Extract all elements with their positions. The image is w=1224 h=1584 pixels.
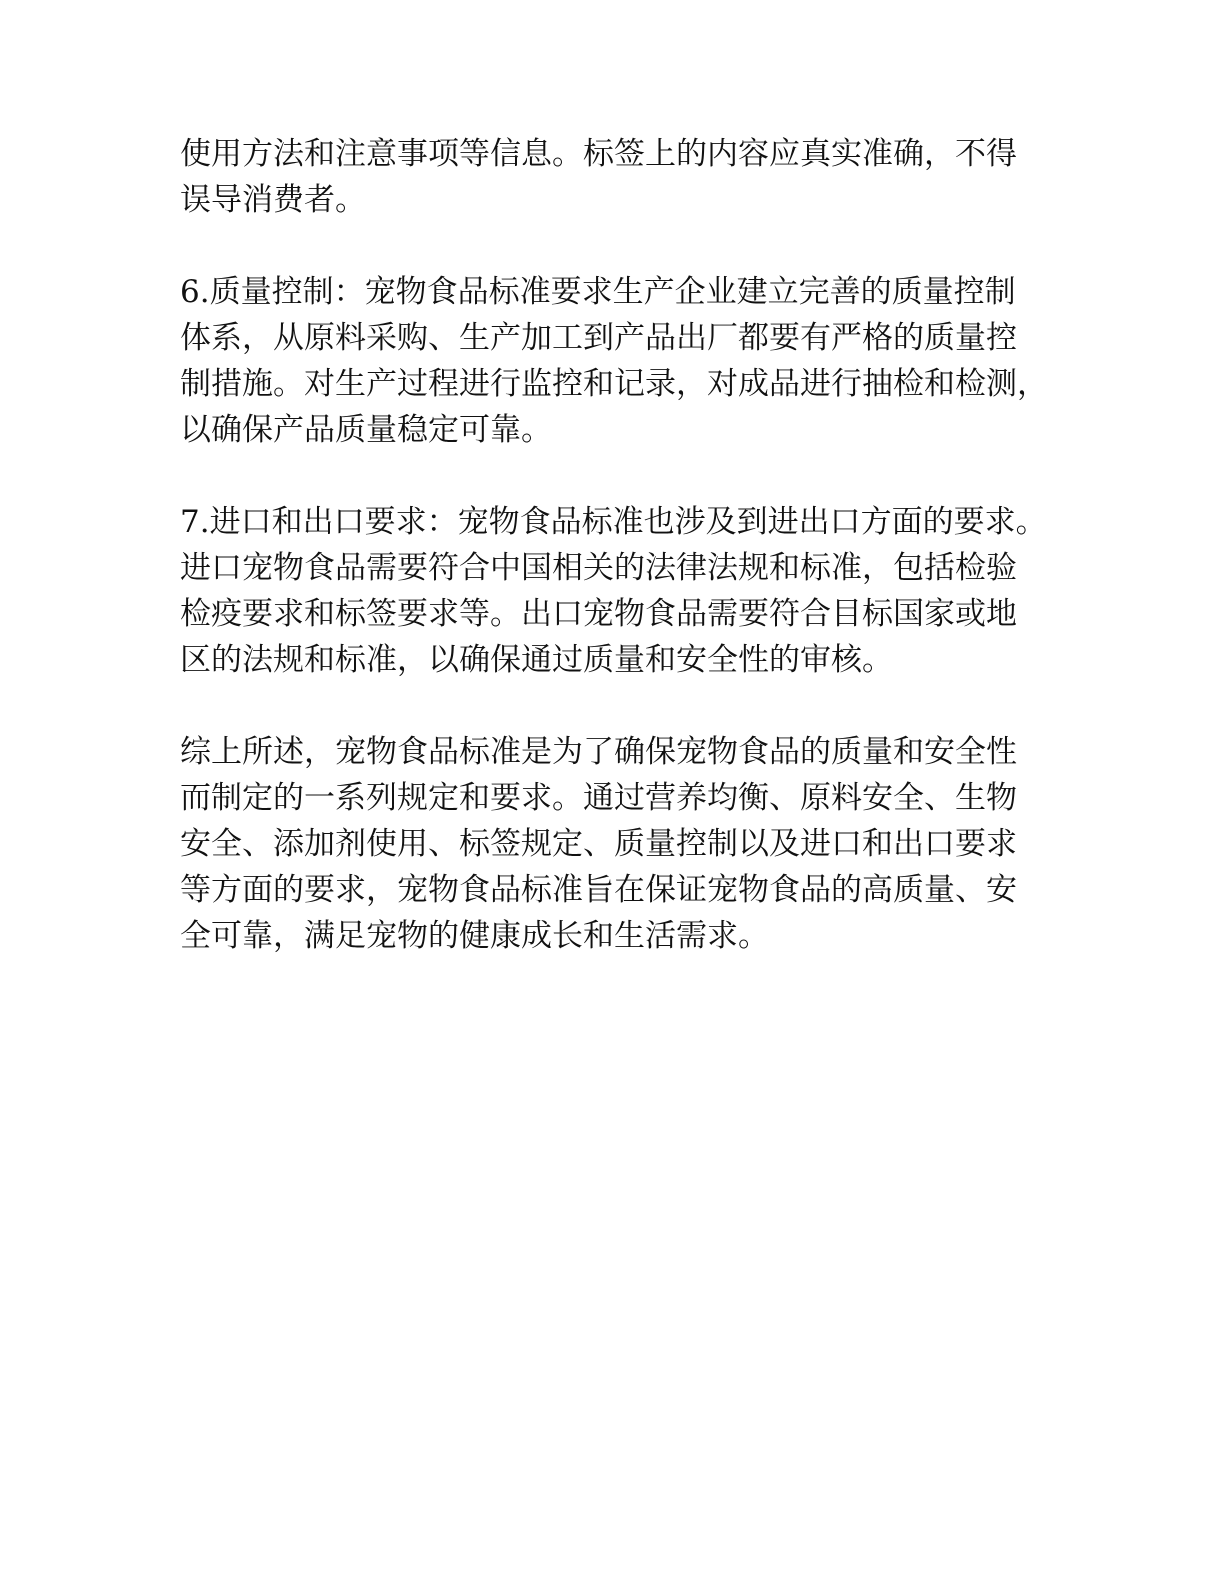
- text-line: 6.质量控制：宠物食品标准要求生产企业建立完善的质量控制: [180, 274, 1016, 310]
- paragraph-labeling-continued: [180, 131, 1050, 223]
- paragraph-import-export: [180, 499, 1050, 683]
- text-line: 误导消费者。: [180, 182, 366, 218]
- document-body: [180, 131, 1050, 959]
- text-line: 而制定的一系列规定和要求。通过营养均衡、原料安全、生物: [180, 780, 1017, 816]
- text-line: 以确保产品质量稳定可靠。: [180, 412, 552, 448]
- text-line: 进口宠物食品需要符合中国相关的法律法规和标准，包括检验: [180, 550, 1017, 586]
- text-line: 等方面的要求，宠物食品标准旨在保证宠物食品的高质量、安: [180, 872, 1017, 908]
- text-line: 安全、添加剂使用、标签规定、质量控制以及进口和出口要求: [180, 826, 1017, 862]
- text-line: 制措施。对生产过程进行监控和记录，对成品进行抽检和检测，: [180, 366, 1048, 402]
- text-line: 综上所述，宠物食品标准是为了确保宠物食品的质量和安全性: [180, 734, 1017, 770]
- text-line: 区的法规和标准，以确保通过质量和安全性的审核。: [180, 642, 893, 678]
- text-line: 体系，从原料采购、生产加工到产品出厂都要有严格的质量控: [180, 320, 1017, 356]
- text-line: 检疫要求和标签要求等。出口宠物食品需要符合目标国家或地: [180, 596, 1017, 632]
- paragraph-quality-control: [180, 269, 1050, 453]
- text-line: 全可靠，满足宠物的健康成长和生活需求。: [180, 918, 769, 954]
- paragraph-summary: [180, 729, 1050, 959]
- text-line: 7.进口和出口要求：宠物食品标准也涉及到进出口方面的要求。: [180, 504, 1047, 540]
- text-line: 使用方法和注意事项等信息。标签上的内容应真实准确，不得: [180, 136, 1017, 172]
